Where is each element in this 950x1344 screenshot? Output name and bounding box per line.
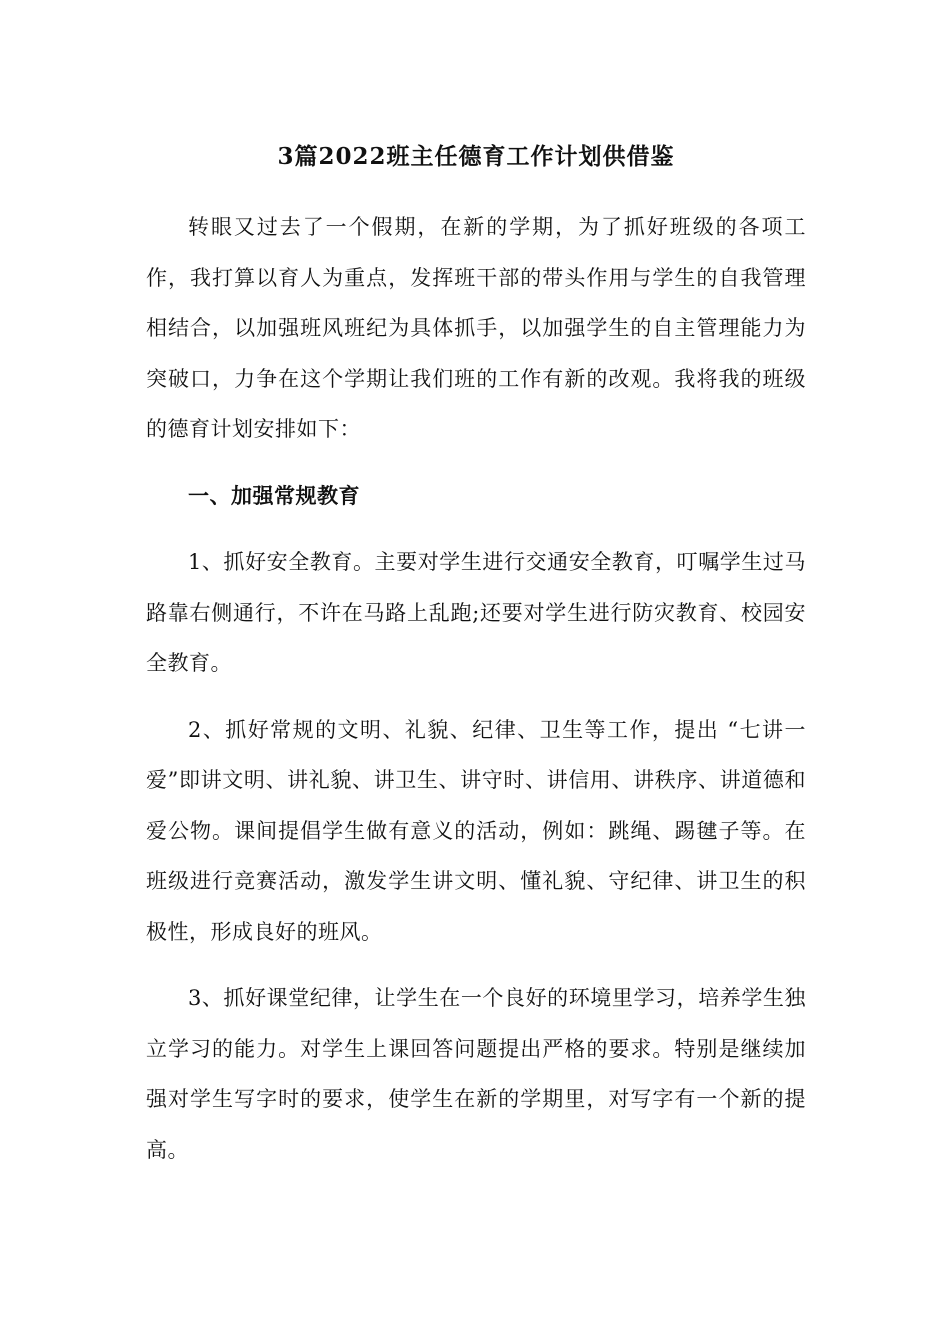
item-paragraph-3: 3、抓好课堂纪律，让学生在一个良好的环境里学习，培养学生独立学习的能力。对学生上课回答问题提出严格的要求。特别是继续加强对学生写字时的要求，使学生在新的学期里，对写字有一个新的提高。 — [146, 986, 806, 1162]
item-paragraph-1: 1、抓好安全教育。主要对学生进行交通安全教育，叮嘱学生过马路靠右侧通行，不许在马路上乱跑;还要对学生进行防灾教育、校园安全教育。 — [146, 550, 806, 675]
section-heading: 一、加强常规教育 — [188, 482, 360, 508]
document-page — [146, 142, 806, 1191]
document-title: 3篇2022班主任德育工作计划供借鉴 — [277, 143, 675, 170]
intro-paragraph: 转眼又过去了一个假期，在新的学期，为了抓好班级的各项工作，我打算以育人为重点，发挥班干部的带头作用与学生的自我管理相结合，以加强班风班纪为具体抓手，以加强学生的自主管理能力为突破口，力争在这个学期让我们班的工作有新的改观。我将我的班级的德育计划安排如下： — [146, 215, 806, 441]
item-paragraph-2: 2、抓好常规的文明、礼貌、纪律、卫生等工作，提出 “七讲一爱”即讲文明、讲礼貌、讲卫生、讲守时、讲信用、讲秩序、讲道德和爱公物。课间提倡学生做有意义的活动，例如：跳绳、踢毽子等。在班级进行竞赛活动，激发学生讲文明、懂礼貌、守纪律、讲卫生的积极性，形成良好的班风。 — [146, 717, 806, 944]
